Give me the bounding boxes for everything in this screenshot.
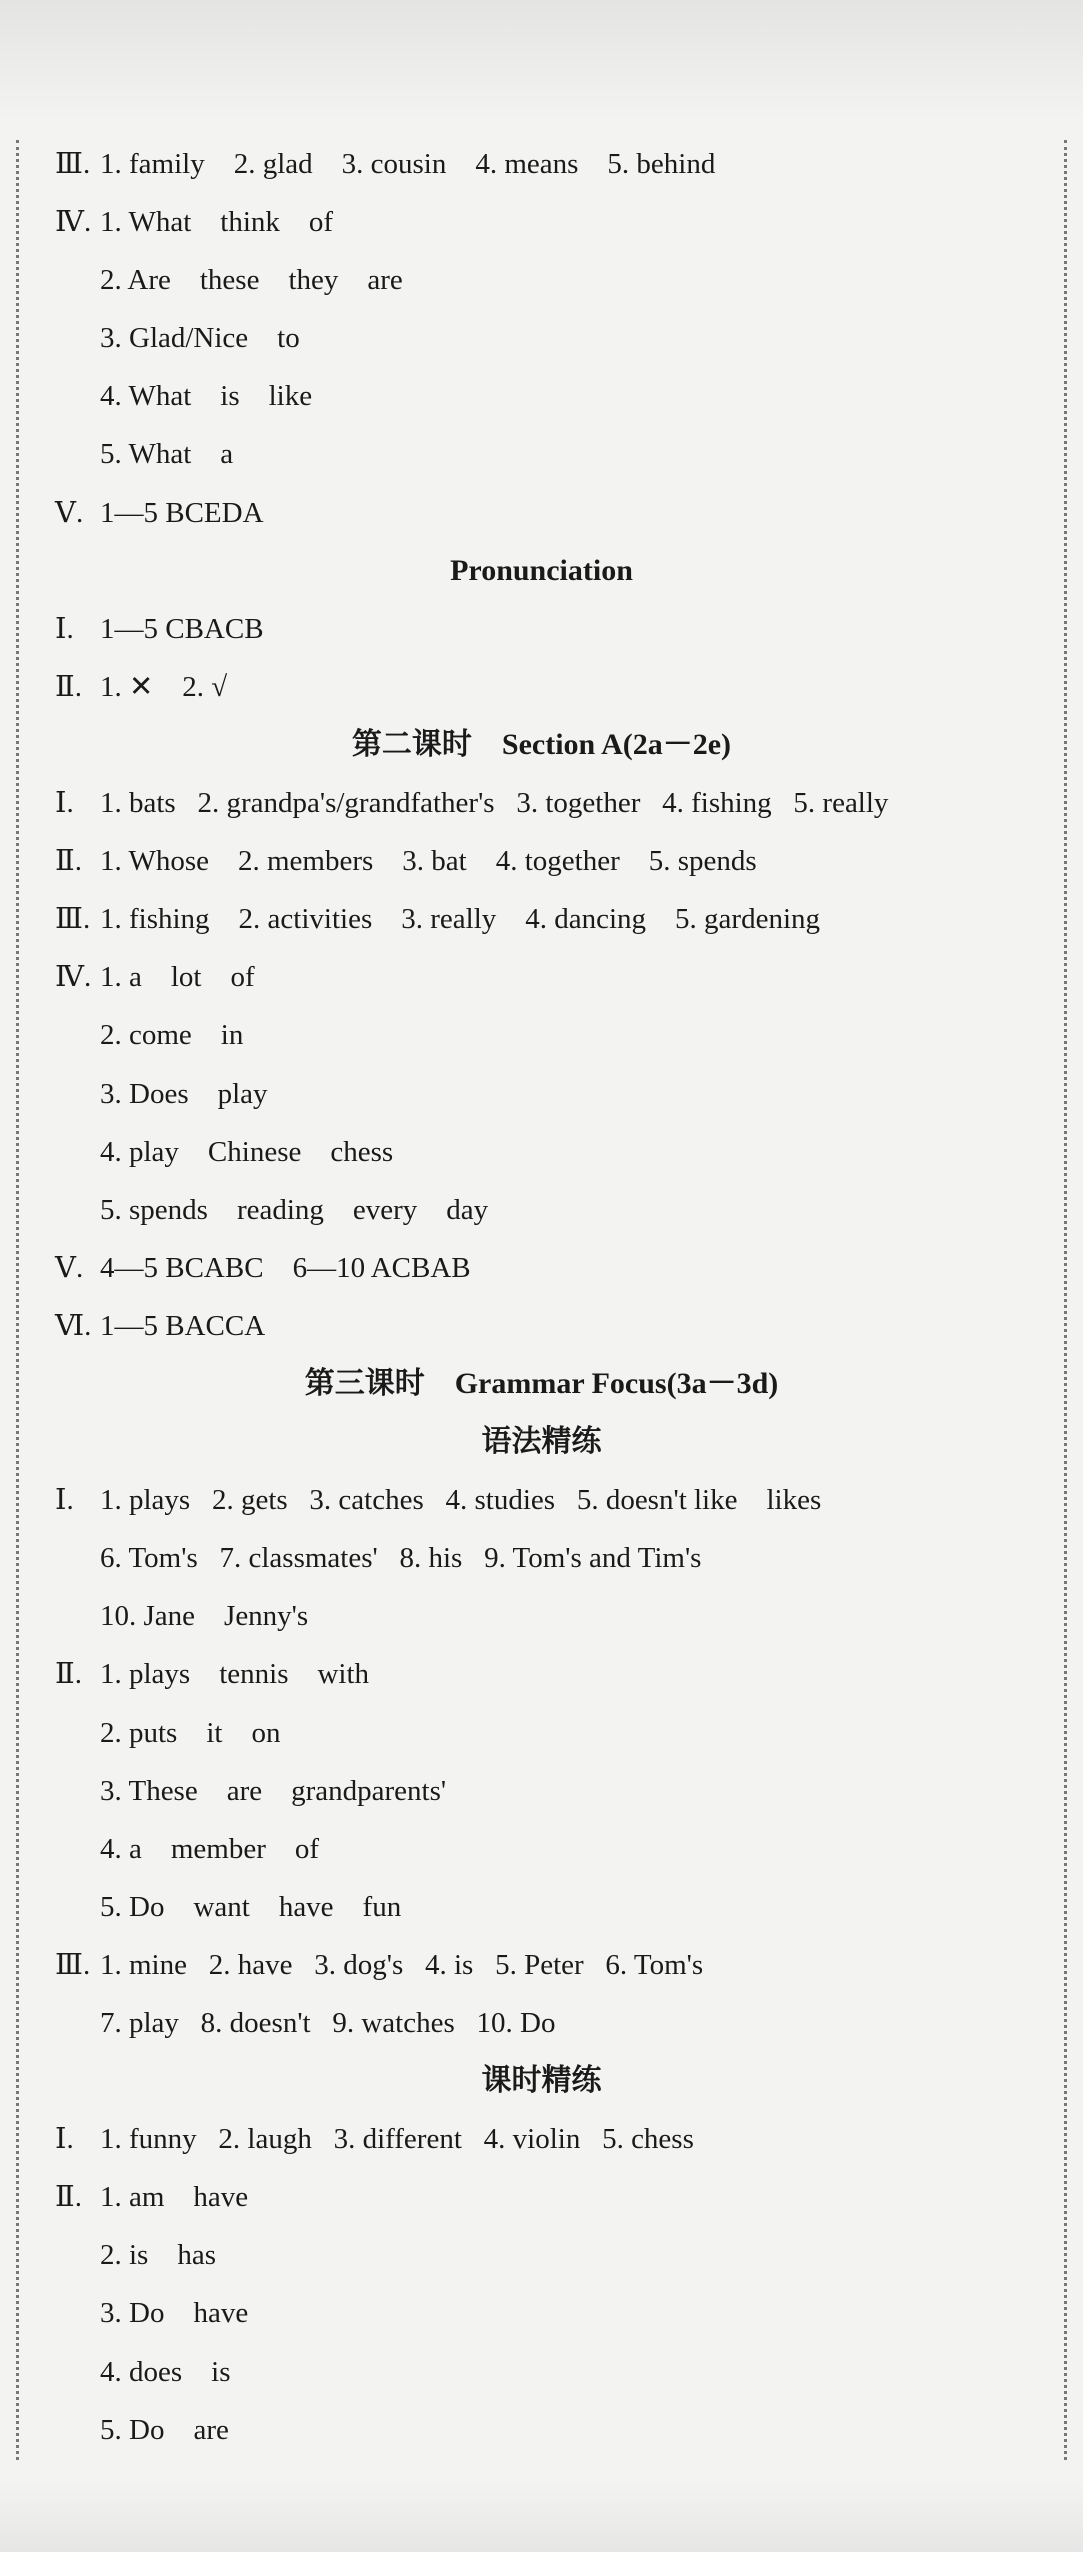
answer-text: 1. am have [100, 2181, 249, 2214]
answer-line [0, 832, 1083, 890]
answer-line [0, 600, 1083, 658]
answer-text: 6. Tom's 7. classmates' 8. his 9. Tom's and Tim's [100, 1542, 702, 1575]
answer-subline [0, 2401, 1083, 2459]
answer-subline [0, 1123, 1083, 1181]
answer-text: 1. funny 2. laugh 3. different 4. violin 5. chess [100, 2123, 694, 2156]
answer-text: 5. Do are [100, 2413, 229, 2446]
answer-subline [0, 1878, 1083, 1936]
answer-subline [0, 1587, 1083, 1645]
answer-text: 4. play Chinese chess [100, 1135, 394, 1168]
answer-text: 1. family 2. glad 3. cousin 4. means 5. behind [100, 148, 716, 180]
answer-text: 5. What a [100, 438, 234, 471]
answer-subline [0, 1704, 1083, 1762]
answer-line [0, 890, 1083, 948]
answer-text: 5. spends reading every day [100, 1193, 489, 1226]
answer-subline [0, 1006, 1083, 1064]
roman-numeral-label: Ⅳ. [55, 206, 92, 239]
section-heading-text: 课时精练 [481, 2064, 602, 2098]
roman-numeral-label: Ⅰ. [55, 787, 74, 820]
answer-text: 1—5 BACCA [100, 1309, 266, 1342]
answer-subline [0, 251, 1083, 309]
section-heading [0, 542, 1083, 600]
answer-text: 4. a member of [100, 1832, 320, 1865]
answer-text: 2. come in [100, 1019, 244, 1052]
roman-numeral-label: Ⅰ. [55, 2123, 74, 2156]
roman-numeral-label: Ⅱ. [55, 670, 82, 703]
roman-numeral-label: Ⅲ. [55, 1948, 91, 1981]
roman-numeral-label: Ⅵ. [55, 1309, 92, 1342]
section-heading [0, 1413, 1083, 1471]
answer-line [0, 2168, 1083, 2226]
answer-line [0, 1297, 1083, 1355]
section-heading-text: 语法精练 [481, 1425, 602, 1459]
answer-text: 4—5 BCABC 6—10 ACBAB [100, 1251, 471, 1284]
roman-numeral-label: Ⅰ. [55, 612, 74, 645]
roman-numeral-label: Ⅴ. [55, 1251, 84, 1284]
answer-line [0, 948, 1083, 1006]
roman-numeral-label: Ⅴ. [55, 496, 84, 529]
answer-text: 1. plays tennis with [100, 1658, 370, 1691]
answer-text: 7. play 8. doesn't 9. watches 10. Do [100, 2007, 556, 2039]
answer-line [0, 135, 1083, 193]
answer-subline [0, 1762, 1083, 1820]
answer-line [0, 1645, 1083, 1703]
answer-text: 1. What think of [100, 206, 334, 239]
answer-text: 2. is has [100, 2239, 216, 2272]
roman-numeral-label: Ⅱ. [55, 2181, 82, 2214]
answer-line [0, 1471, 1083, 1529]
answer-subline [0, 1529, 1083, 1587]
roman-numeral-label: Ⅱ. [55, 1658, 82, 1691]
answer-subline [0, 1820, 1083, 1878]
answer-text: 4. What is like [100, 380, 313, 413]
roman-numeral-label: Ⅳ. [55, 961, 92, 994]
answer-subline [0, 1994, 1083, 2052]
answer-text: 3. Does play [100, 1077, 268, 1110]
answer-key-content [0, 135, 1083, 2459]
answer-text: 1—5 CBACB [100, 612, 264, 645]
answer-text: 1. fishing 2. activities 3. really 4. dancing 5. gardening [100, 903, 821, 936]
section-heading [0, 1355, 1083, 1413]
answer-text: 1. Whose 2. members 3. bat 4. together 5. spends [100, 845, 757, 878]
answer-subline [0, 367, 1083, 425]
answer-text: 3. These are grandparents' [100, 1774, 447, 1807]
answer-text: 4. does is [100, 2355, 231, 2388]
answer-subline [0, 425, 1083, 483]
answer-text: 1—5 BCEDA [100, 496, 264, 529]
answer-text: 1. a lot of [100, 961, 255, 994]
section-heading-text: 第二课时 Section A(2a－2e) [351, 727, 732, 761]
answer-text: 1. mine 2. have 3. dog's 4. is 5. Peter 6. Tom's [100, 1948, 704, 1981]
roman-numeral-label: Ⅰ. [55, 1484, 74, 1517]
answer-text: 10. Jane Jenny's [100, 1600, 309, 1633]
answer-line [0, 193, 1083, 251]
answer-subline [0, 2226, 1083, 2284]
section-heading [0, 716, 1083, 774]
answer-line [0, 774, 1083, 832]
answer-subline [0, 2343, 1083, 2401]
answer-line [0, 2110, 1083, 2168]
answer-text: 1. plays 2. gets 3. catches 4. studies 5. doesn't like likes [100, 1484, 822, 1517]
answer-text: 2. puts it on [100, 1716, 281, 1749]
answer-subline [0, 2284, 1083, 2342]
roman-numeral-label: Ⅲ. [55, 148, 91, 180]
answer-line [0, 484, 1083, 542]
answer-subline [0, 1065, 1083, 1123]
page-top-shadow [0, 0, 1083, 120]
answer-text: 3. Glad/Nice to [100, 322, 300, 355]
answer-line [0, 1239, 1083, 1297]
answer-subline [0, 1181, 1083, 1239]
answer-text: 1. ✕ 2. √ [100, 670, 228, 703]
answer-line [0, 658, 1083, 716]
page-bottom-shadow [0, 2482, 1083, 2552]
roman-numeral-label: Ⅱ. [55, 845, 82, 878]
answer-text: 2. Are these they are [100, 264, 403, 297]
answer-subline [0, 309, 1083, 367]
section-heading-text: Pronunciation [450, 553, 633, 587]
section-heading [0, 2052, 1083, 2110]
answer-text: 3. Do have [100, 2297, 249, 2330]
answer-text: 1. bats 2. grandpa's/grandfather's 3. together 4. fishing 5. really [100, 787, 889, 820]
answer-text: 5. Do want have fun [100, 1890, 402, 1923]
roman-numeral-label: Ⅲ. [55, 903, 91, 936]
section-heading-text: 第三课时 Grammar Focus(3a－3d) [304, 1366, 779, 1400]
answer-line [0, 1936, 1083, 1994]
